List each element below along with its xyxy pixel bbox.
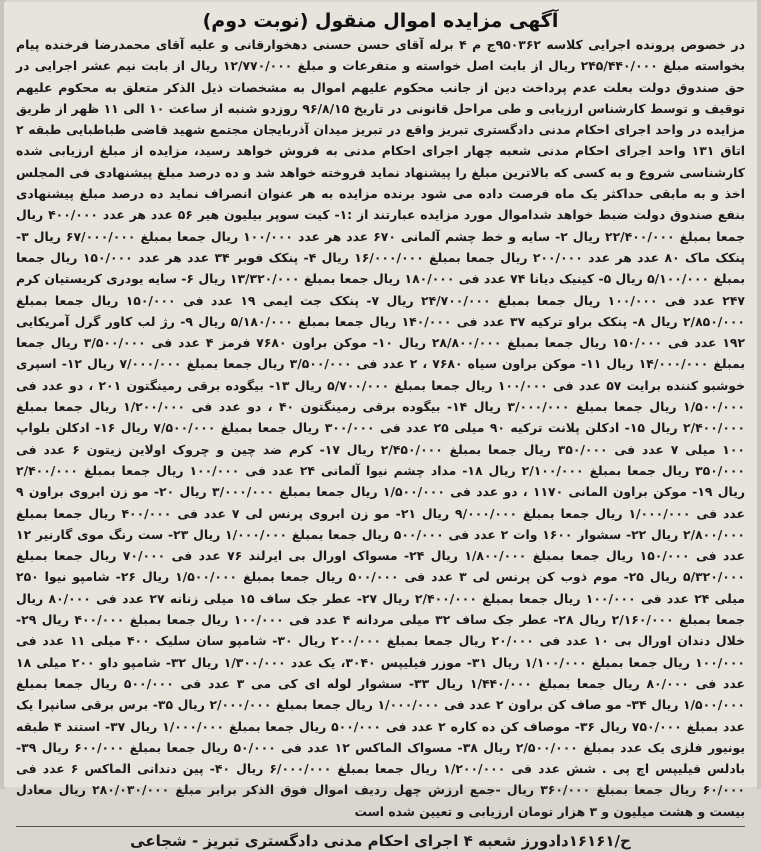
notice-title: آگهی مزایده اموال منقول (نوبت دوم) <box>202 10 559 32</box>
auction-notice <box>4 2 757 850</box>
notice-body: در خصوص پرونده اجرایی کلاسه ۹۵۰۳۶۲ج م ۴ برله آقای حسن حسنی دهخوارقانی و علیه آقای محمدرضا فرخنده پیام بخواسته مبلغ ۲۴۵/۴۴۰/۰۰۰ ریال از بابت اصل خواسته و متفرعات و مبلغ ۱۲/۷۷۰/۰۰۰ ریال از بابت نیم عشر اجرایی در حق صندوق دولت بعلت عدم پرداخت دین از جانب محکوم علیهم اموال به مشخصات ذیل الذکر متعلق به محکوم علیهم توقیف و توسط کارشناس ارزیابی و طی مراحل قانونی در تاریخ ۹۶/۸/۱۵ روزدو شنبه از ساعت ۱۰ الی ۱۱ ظهر از طریق مزایده در واحد اجرای احکام مدنی دادگستری تبریز واقع در تبریز میدان آذربایجان مجتمع شهید قاضی طباطبایی طبقه ۲ اتاق ۱۳۱ واحد اجرای احکام مدنی شعبه چهار اجرای احکام مدنی به فروش خواهد رسید، مزایده از مبلغ ارزیابی شده کارشناسی شروع و به کسی که بالاترین مبلغ را پیشنهاد نماید فروخته خواهد شد و ده درصد مبلغ پیشنهادی فی المجلس اخذ و به مابقی حداکثر یک ماه فرصت داده می شود برنده مزایده به هر عنوان انصراف نماید ده درصد مبلغ پیشنهادی بنفع صندوق دولت ضبط خواهد شداموال مورد مزایده عبارتند از :۱- کیت سوپر بیلیون هیر ۵۶ عدد هر عدد ۴۰۰/۰۰۰ ریال جمعا بمبلغ ۲۲/۴۰۰/۰۰۰ ریال ۲- سایه و خط چشم آلمانی ۶۷۰ عدد هر عدد ۱۰۰/۰۰۰ ریال جمعا بمبلغ ۶۷/۰۰۰/۰۰۰ ریال ۳- پنکک ماک ۸۰ عدد هر عدد ۲۰۰/۰۰۰ ریال جمعا بمبلغ ۱۶/۰۰۰/۰۰۰ ریال ۴- پنکک فوبر ۳۴ عدد هر عدد ۱۵۰/۰۰۰ ریال جمعا بمبلغ ۵/۱۰۰/۰۰۰ ریال ۵- کینیک دیانا ۷۴ عدد فی ۱۸۰/۰۰۰ ریال جمعا بمبلغ ۱۳/۳۲۰/۰۰۰ ریال ۶- سایه یودری کریستیان کرم ۲۴۷ عدد فی ۱۰۰/۰۰۰ ریال جمعا بمبلغ ۲۴/۷۰۰/۰۰۰ ریال ۷- پنکک جت ایمی ۱۹ عدد فی ۱۵۰/۰۰۰ ریال جمعا بمبلغ ۲/۸۵۰/۰۰۰ ریال ۸- پنکک براو ترکیه ۳۷ عدد فی ۱۴۰/۰۰۰ ریال جمعا بمبلغ ۵/۱۸۰/۰۰۰ ریال ۹- رژ لب کاور گرل آمریکایی ۱۹۲ عدد فی ۱۵۰/۰۰۰ ریال جمعا بمبلغ ۲۸/۸۰۰/۰۰۰ ریال ۱۰- موکن براون ۷۶۸۰ فرمز ۴ عدد فی ۳/۵۰۰/۰۰۰ ریال جمعا بمبلغ ۱۴/۰۰۰/۰۰۰ ریال ۱۱- موکن براون سیاه ۷۶۸۰ ، ۲ عدد فی ۳/۵۰۰/۰۰۰ ریال جمعا بمبلغ ۷/۰۰۰/۰۰۰ ریال ۱۲- اسپری خوشبو کننده برایت ۵۷ عدد فی ۱۰۰/۰۰۰ ریال جمعا بمبلغ ۵/۷۰۰/۰۰۰ ریال ۱۳- بیگوده برقی رمینگتون ۲۰۱ ، دو عدد فی ۱/۵۰۰/۰۰۰ ریال جمعا بمبلغ ۳/۰۰۰/۰۰۰ ریال ۱۴- بیگوده برقی رمینگتون ۴۰ ، دو عدد فی ۱/۲۰۰/۰۰۰ ریال جمعا بمبلغ ۲/۴۰۰/۰۰۰ ریال ۱۵- ادکلن پلانت ترکیه ۹۰ میلی ۲۵ عدد فی ۳۰۰/۰۰۰ ریال جمعا بمبلغ ۷/۵۰۰/۰۰۰ ریال ۱۶- ادکلن بلواپ ۱۰۰ میلی ۷ عدد فی ۳۵۰/۰۰۰ ریال جمعا بمبلغ ۲/۴۵۰/۰۰۰ ریال ۱۷- کرم ضد چین و چروک اولاین زیتون ۶ عدد فی ۳۵۰/۰۰۰ ریال جمعا بمبلغ ۲/۱۰۰/۰۰۰ ریال ۱۸- مداد چشم نیوا آلمانی ۲۴ عدد فی ۱۰۰/۰۰۰ ریال جمعا بمبلغ ۲/۴۰۰/۰۰۰ ریال ۱۹- موکن براون المانی ۱۱۷۰ ، دو عدد فی ۱/۵۰۰/۰۰۰ ریال جمعا بمبلغ ۳/۰۰۰/۰۰۰ ریال ۲۰- مو زن ابروی براون ۹ عدد فی ۱/۰۰۰/۰۰۰ ریال جمعا بمبلغ ۹/۰۰۰/۰۰۰ ریال ۲۱- مو زن ابروی پرنس لی ۷ عدد فی ۴۰۰/۰۰۰ ریال جمعا بمبلغ ۲/۸۰۰/۰۰۰ ریال ۲۲- سشوار ۱۶۰۰ وات ۲ عدد فی ۵۰۰/۰۰۰ ریال جمعا بمبلغ ۱/۰۰۰/۰۰۰ ریال ۲۳- ست رنگ موی گارنیر ۱۲ عدد فی ۱۵۰/۰۰۰ ریال جمعا بمبلغ ۱/۸۰۰/۰۰۰ ریال ۲۴- مسواک اورال بی ایرلند ۷۶ عدد فی ۷۰/۰۰۰ ریال جمعا بمبلغ ۵/۳۲۰/۰۰۰ ریال ۲۵- موم ذوب کن پرنس لی ۳ عدد فی ۵۰۰/۰۰۰ ریال جمعا بمبلغ ۱/۵۰۰/۰۰۰ ریال ۲۶- شامپو نیوا ۲۵۰ میلی ۲۴ عدد فی ۱۰۰/۰۰۰ ریال جمعا بمبلغ ۲/۴۰۰/۰۰۰ ریال ۲۷- عطر جک ساف ۱۵ میلی زنانه ۲۷ عدد فی ۸۰/۰۰۰ ریال جمعا بمبلغ ۲/۱۶۰/۰۰۰ ریال ۲۸- عطر جک ساف ۳۲ میلی مردانه ۴ عدد فی ۱۰۰/۰۰۰ ریال جمعا بمبلغ ۴۰۰/۰۰۰ ریال ۲۹- خلال دندان اورال بی ۱۰ عدد فی ۲۰/۰۰۰ ریال جمعا بمبلغ ۲۰۰/۰۰۰ ریال ۳۰- شامپو سان سلیک ۴۰۰ میلی ۱۱ عدد فی ۱۰۰/۰۰۰ ریال جمعا بمبلغ ۱/۱۰۰/۰۰۰ ریال ۳۱- موزر فیلیپس ۳۰۴۰، یک عدد ۱/۳۰۰/۰۰۰ ریال ۳۲- شامپو داو ۲۰۰ میلی ۱۸ عدد فی ۸۰/۰۰۰ ریال جمعا بمبلغ ۱/۴۴۰/۰۰۰ ریال ۳۳- سشوار لوله ای کی می ۳ عدد فی ۵۰۰/۰۰۰ ریال جمعا بمبلغ ۱/۵۰۰/۰۰۰ ریال ۳۴- مو صاف کن براون ۲ عدد فی ۱/۰۰۰/۰۰۰ ریال جمعا بمبلغ ۲/۰۰۰/۰۰۰ ریال ۳۵- برس برقی سانپرا یک عدد بمبلغ ۷۵۰/۰۰۰ ریال ۳۶- موصاف کن ده کاره ۲ عدد فی ۵۰۰/۰۰۰ ریال جمعا بمبلغ ۱/۰۰۰/۰۰۰ ریال ۳۷- استند ۴ طبقه یونیور فلزی یک عدد بمبلغ ۲/۵۰۰/۰۰۰ ریال ۳۸- مسواک الماکس ۱۲ عدد فی ۵۰/۰۰۰ ریال جمعا بمبلغ ۶۰۰/۰۰۰ ریال ۳۹- بادلس فیلیپس اچ پی . شش عدد فی ۱/۲۰۰/۰۰۰ ریال جمعا بمبلغ ۶/۰۰۰/۰۰۰ ریال ۴۰- پین دندانی الماکس ۶ عدد فی ۶۰/۰۰۰ ریال جمعا بمبلغ ۳۶۰/۰۰۰ ریال -جمع ارزش چهل ردیف اموال فوق الذکر برابر مبلغ ۲۸۰/۰۳۰/۰۰۰ ریال معادل بیست و هشت میلیون و ۳ هزار تومان ارزیابی و تعیین شده است <box>16 37 746 819</box>
paper-edge-right <box>757 0 761 789</box>
notice-signature: ح/۱۶۱۶۱دادورز شعبه ۴ اجرای احکام مدنی دادگستری تبریز - شجاعی <box>130 831 631 850</box>
footer-divider <box>16 826 745 827</box>
